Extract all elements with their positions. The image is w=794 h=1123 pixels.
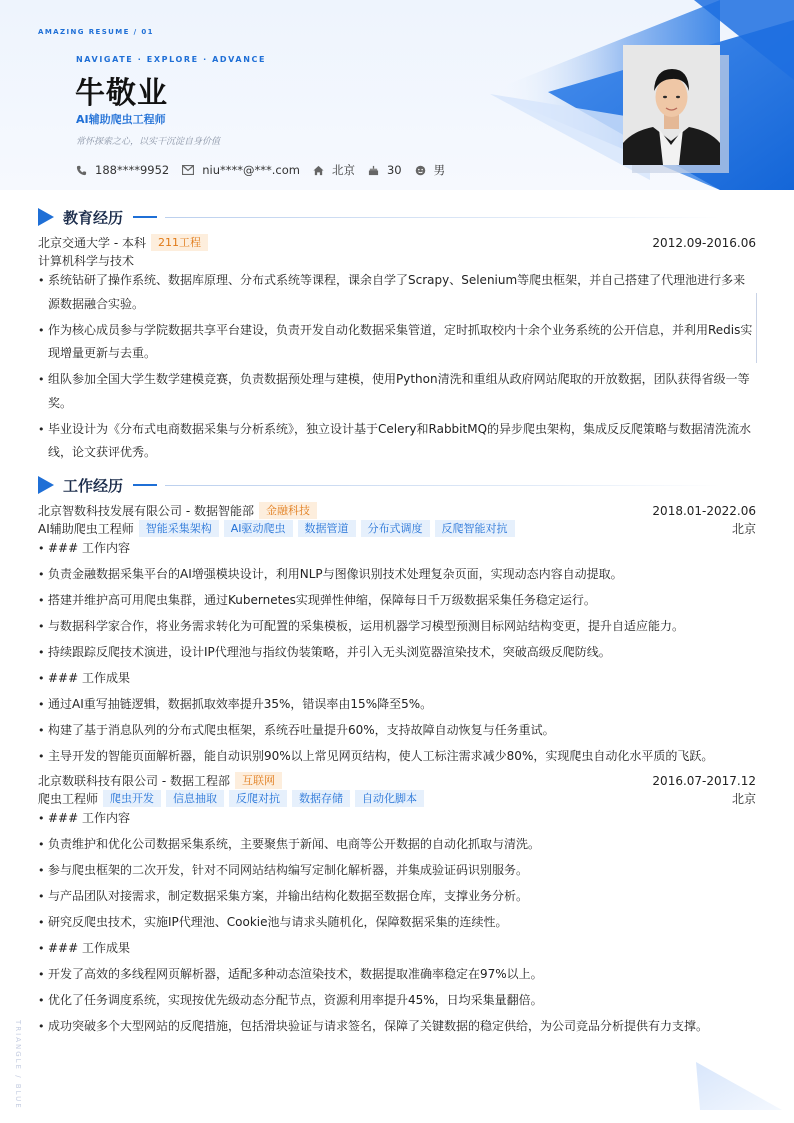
- portrait-illustration: [623, 45, 720, 165]
- contact-city: [313, 162, 355, 178]
- list-item: • 通过AI重写抽链逻辑，数据抓取效率提升35%，错误率由15%降至5%。: [38, 693, 756, 717]
- school-name: 北京交通大学 - 本科: [38, 236, 146, 250]
- list-item: • 研究反爬虫技术，实施IP代理池、Cookie池与请求头随机化，保障数据采集的连续性。: [38, 911, 756, 935]
- job-bullets: [38, 807, 756, 1041]
- home-icon: [313, 165, 324, 176]
- list-item: • ### 工作成果: [38, 937, 756, 961]
- job-bullets: [38, 537, 756, 771]
- profile-photo: [623, 45, 720, 165]
- skill-chip: 数据存储: [292, 790, 350, 807]
- company-badge: 金融科技: [259, 502, 317, 519]
- skill-chip: AI驱动爬虫: [224, 520, 293, 537]
- job-position: 爬虫工程师: [38, 792, 99, 806]
- list-item: • 开发了高效的多线程网页解析器，适配多种动态渲染技术，数据提取准确率稳定在97%以上。: [38, 963, 756, 987]
- education-dates: 2012.09-2016.06: [652, 235, 756, 250]
- section-dash: [133, 484, 157, 486]
- skill-chip: 分布式调度: [361, 520, 430, 537]
- section-triangle-icon: [38, 476, 54, 494]
- education-title: 教育经历: [63, 208, 124, 227]
- cake-icon: [368, 165, 379, 176]
- job-position-row: [38, 790, 756, 807]
- vertical-footer-text: TRIANGLE / BLUE: [14, 1020, 22, 1110]
- phone-icon: [76, 165, 87, 176]
- list-item: • ### 工作内容: [38, 807, 756, 831]
- list-item: • 负责金融数据采集平台的AI增强模块设计，利用NLP与图像识别技术处理复杂页面，实现动态内容自动提取。: [38, 563, 756, 587]
- education-major-row: [38, 252, 756, 269]
- skill-chip: 自动化脚本: [355, 790, 424, 807]
- contact-email-text: niu****@***.com: [202, 163, 300, 177]
- candidate-role: AI辅助爬虫工程师: [76, 113, 166, 126]
- education-section-header: [38, 207, 720, 227]
- contact-list: [76, 162, 458, 178]
- section-rule: [165, 217, 720, 218]
- candidate-name: 牛敬业: [75, 76, 168, 111]
- list-item: • 系统钻研了操作系统、数据库原理、分布式系统等课程，课余自学了Scrapy、Selenium等爬虫框架，并自己搭建了代理池进行多来源数据融合实验。: [38, 269, 756, 316]
- contact-gender: [415, 162, 446, 178]
- side-divider: [756, 293, 757, 363]
- job-location: 北京: [731, 522, 756, 536]
- candidate-motto: 常怀探索之心，以实干沉淀自身价值: [76, 137, 221, 147]
- education-school-row: [38, 234, 756, 251]
- company-badge: 互联网: [235, 772, 282, 789]
- list-item: • 参与爬虫框架的二次开发，针对不同网站结构编写定制化解析器，并集成验证码识别服务。: [38, 859, 756, 883]
- skill-chip: 爬虫开发: [103, 790, 161, 807]
- job-company-row: [38, 502, 756, 519]
- contact-age: [368, 163, 402, 177]
- skill-chip: 智能采集架构: [139, 520, 219, 537]
- list-item: • ### 工作成果: [38, 667, 756, 691]
- skill-chip: 数据管道: [298, 520, 356, 537]
- company-name: 北京数联科技有限公司 - 数据工程部: [38, 774, 230, 788]
- list-item: • 成功突破多个大型网站的反爬措施，包括滑块验证与请求签名，保障了关键数据的稳定供给，为公司竞品分析提供有力支撑。: [38, 1015, 756, 1039]
- section-rule: [165, 485, 720, 486]
- list-item: • 组队参加全国大学生数学建模竞赛，负责数据预处理与建模，使用Python清洗和重组从政府网站爬取的开放数据，团队获得省级一等奖。: [38, 368, 756, 415]
- section-triangle-icon: [38, 208, 54, 226]
- list-item: • 构建了基于消息队列的分布式爬虫框架，系统吞吐量提升60%，支持故障自动恢复与任务重试。: [38, 719, 756, 743]
- list-item: • 优化了任务调度系统，实现按优先级动态分配节点，资源利用率提升45%，日均采集量翻倍。: [38, 989, 756, 1013]
- job-company-row: [38, 772, 756, 789]
- school-badge: 211工程: [151, 234, 208, 251]
- skill-chip: 反爬智能对抗: [435, 520, 515, 537]
- education-bullets: [38, 269, 756, 467]
- footer-triangle-decoration: [690, 1060, 794, 1123]
- contact-age-text: 30: [386, 163, 402, 177]
- list-item: • 搭建并维护高可用爬虫集群，通过Kubernetes实现弹性伸缩，保障每日千万级数据采集任务稳定运行。: [38, 589, 756, 613]
- list-item: • 作为核心成员参与学院数据共享平台建设，负责开发自动化数据采集管道，定时抓取校内十余个业务系统的公开信息，并利用Redis实现增量更新与去重。: [38, 319, 756, 366]
- job-dates: 2016.07-2017.12: [652, 773, 756, 788]
- contact-phone-text: 188****9952: [95, 163, 170, 177]
- mail-icon: [182, 165, 194, 175]
- resume-header: [0, 0, 794, 190]
- job-location: 北京: [731, 792, 756, 806]
- skill-chip: 信息抽取: [166, 790, 224, 807]
- contact-gender-text: 男: [433, 163, 446, 177]
- list-item: • ### 工作内容: [38, 537, 756, 561]
- list-item: • 主导开发的智能页面解析器，能自动识别90%以上常见网页结构，使人工标注需求减少80%，实现爬虫自动化水平质的飞跃。: [38, 745, 756, 769]
- work-section-header: [38, 475, 720, 495]
- face-icon: [415, 165, 426, 176]
- skill-chip: 反爬对抗: [229, 790, 287, 807]
- contact-email: [182, 163, 300, 177]
- job-position-row: [38, 520, 756, 537]
- list-item: • 持续跟踪反爬技术演进，设计IP代理池与指纹伪装策略，并引入无头浏览器渲染技术，突破高级反爬防线。: [38, 641, 756, 665]
- list-item: • 毕业设计为《分布式电商数据采集与分析系统》，独立设计基于Celery和RabbitMQ的异步爬虫架构，集成反反爬策略与数据清洗流水线，论文获评优秀。: [38, 418, 756, 465]
- major: 计算机科学与技术: [38, 254, 135, 268]
- list-item: • 与数据科学家合作，将业务需求转化为可配置的采集模板，运用机器学习模型预测目标网站结构变更，提升自适应能力。: [38, 615, 756, 639]
- contact-phone: [76, 163, 169, 177]
- section-dash: [133, 216, 157, 218]
- resume-tag: AMAZING RESUME / 01: [38, 28, 154, 36]
- list-item: • 负责维护和优化公司数据采集系统，主要聚焦于新闻、电商等公开数据的自动化抓取与清洗。: [38, 833, 756, 857]
- company-name: 北京智数科技发展有限公司 - 数据智能部: [38, 504, 254, 518]
- job-position: AI辅助爬虫工程师: [38, 522, 134, 536]
- nav-tagline: NAVIGATE · EXPLORE · ADVANCE: [76, 55, 267, 64]
- list-item: • 与产品团队对接需求，制定数据采集方案，并输出结构化数据至数据仓库，支撑业务分析。: [38, 885, 756, 909]
- job-dates: 2018.01-2022.06: [652, 503, 756, 518]
- work-title: 工作经历: [63, 476, 124, 495]
- contact-city-text: 北京: [331, 163, 355, 177]
